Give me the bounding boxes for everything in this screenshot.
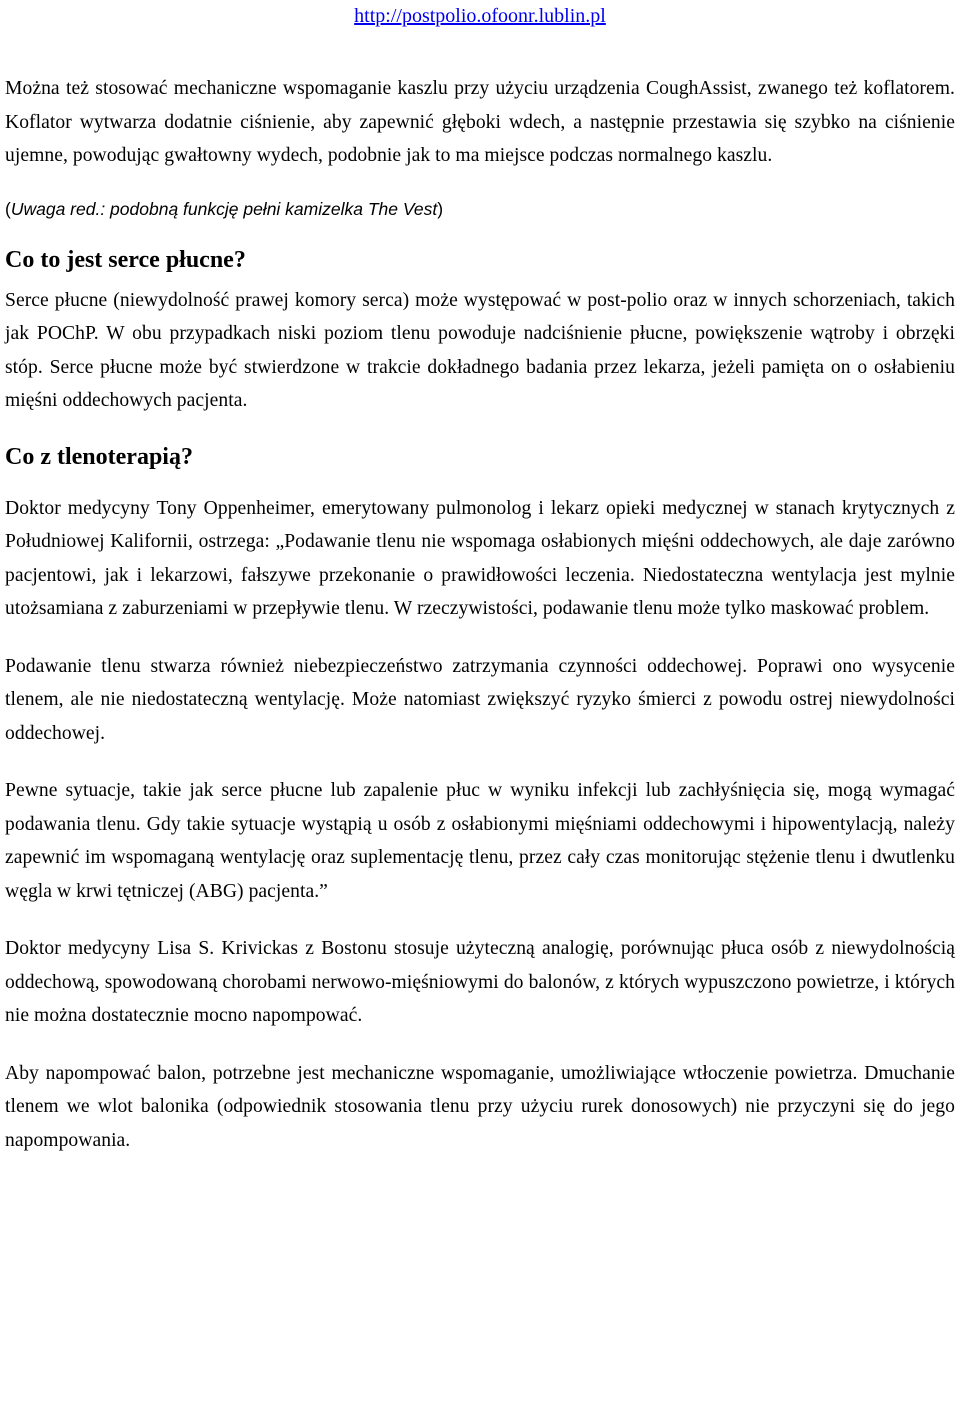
- note-open-paren: (: [5, 198, 11, 219]
- paragraph-cor-pulmonale: Serce płucne (niewydolność prawej komory serca) może występować w post-polio oraz w innych schorzeniach, takich jak POChP. W obu przypadkach niski poziom tlenu powoduje nadciśnienie płucne, powiększenie wątroby i obrzęki stóp. Serce płucne może być stwierdzone w trakcie dokładnego badania przez lekarza, jeżeli pamięta on o osłabieniu mięśni oddechowych pacjenta.: [5, 289, 955, 411]
- note-close-paren: ): [437, 198, 444, 219]
- note-text: Uwaga red.: podobną funkcję pełni kamizelka The Vest: [10, 198, 438, 219]
- header-url-link[interactable]: http://postpolio.ofoonr.lublin.pl: [354, 5, 606, 27]
- article-content: [5, 72, 955, 1157]
- heading-oxygen-therapy: Co z tlenoterapią?: [5, 443, 193, 470]
- paragraph-cough-assist: Można też stosować mechaniczne wspomaganie kaszlu przy użyciu urządzenia CoughAssist, zwanego też koflatorem. Koflator wytwarza dodatnie ciśnienie, aby zapewnić głęboki wdech, a następnie przestawia się szybko na ciśnienie ujemne, powodując gwałtowny wydech, podobnie jak to ma miejsce podczas normalnego kaszlu.: [5, 78, 955, 166]
- editor-note: [5, 197, 955, 221]
- paragraph-oppenheimer: Doktor medycyny Tony Oppenheimer, emerytowany pulmonolog i lekarz opieki medycznej w stanach krytycznych z Południowej Kalifornii, ostrzega: „Podawanie tlenu nie wspomaga osłabionych mięśni oddechowych, ale daje zarówno pacjentowi, jak i lekarzowi, fałszywe przekonanie o prawidłowości leczenia. Niedostateczna wentylacja jest mylnie utożsamiana z zaburzeniami w przepływie tlenu. W rzeczywistości, podawanie tlenu może tylko maskować problem.: [5, 497, 955, 619]
- heading-cor-pulmonale: Co to jest serce płucne?: [5, 246, 246, 273]
- paragraph-oxygen-situations: Pewne sytuacje, takie jak serce płucne lub zapalenie płuc w wyniku infekcji lub zachłyśnięcia się, mogą wymagać podawania tlenu. Gdy takie sytuacje wystąpią u osób z osłabionymi mięśniami oddechowymi i hipowentylacją, należy zapewnić im wspomaganą wentylację oraz suplementację tlenu, przez cały czas monitorując stężenie tlenu i dwutlenku węgla w krwi tętniczej (ABG) pacjenta.”: [5, 780, 955, 902]
- paragraph-krivickas: Doktor medycyny Lisa S. Krivickas z Bostonu stosuje użyteczną analogię, porównując płuca osób z niewydolnością oddechową, spowodowaną chorobami nerwowo-mięśniowymi do balonów, z których wypuszczono powietrze, i których nie można dostatecznie mocno napompować.: [5, 938, 955, 1026]
- paragraph-oxygen-risk: Podawanie tlenu stwarza również niebezpieczeństwo zatrzymania czynności oddechowej. Poprawi ono wysycenie tlenem, ale nie niedostateczną wentylację. Może natomiast zwiększyć ryzyko śmierci z powodu ostrej niewydolności oddechowej.: [5, 655, 955, 744]
- paragraph-balloon: Aby napompować balon, potrzebne jest mechaniczne wspomaganie, umożliwiające wtłoczenie powietrza. Dmuchanie tlenem we wlot balonika (odpowiednik stosowania tlenu przy użyciu rurek donosowych) nie przyczyni się do jego napompowania.: [5, 1062, 955, 1151]
